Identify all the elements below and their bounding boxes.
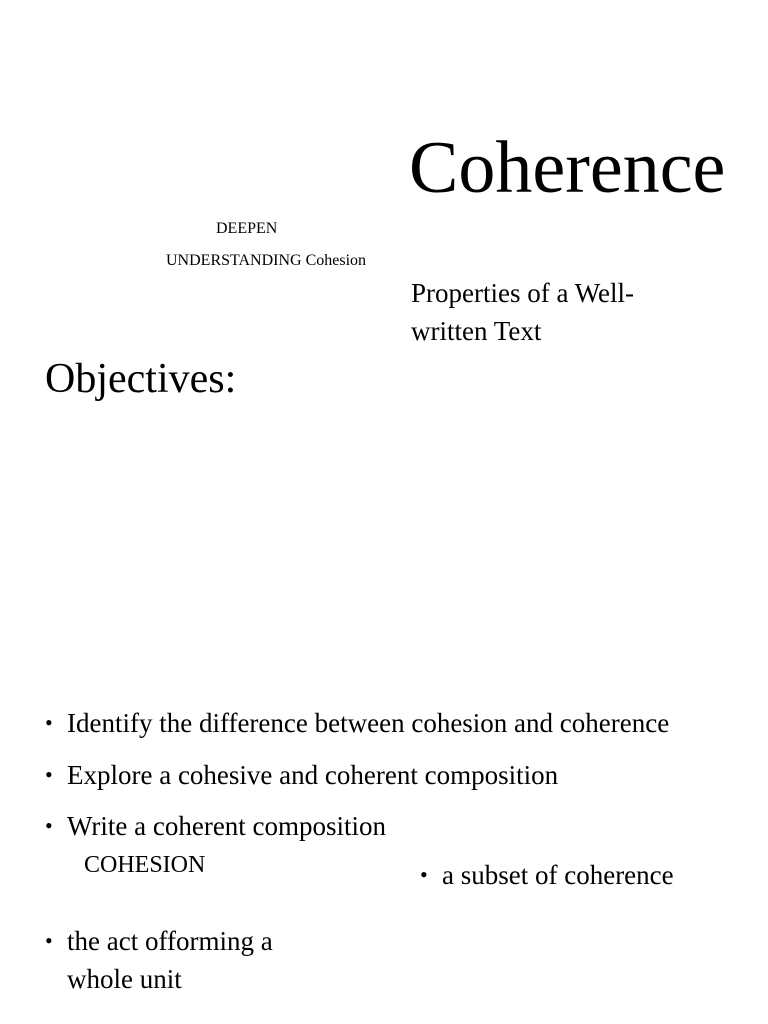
cohesion-point [420, 856, 674, 894]
bullet-icon: • [420, 862, 428, 887]
bullet-icon: • [45, 710, 53, 735]
cohesion-point-text: the act offorming a whole unit [67, 926, 273, 994]
objective-text: Write a coherent composition [67, 811, 387, 841]
objective-item [45, 756, 558, 794]
bullet-icon: • [45, 762, 53, 787]
cohesion-label: COHESION [84, 852, 206, 878]
bullet-icon: • [45, 813, 53, 838]
small-text-deepen: DEEPEN [216, 220, 278, 237]
objective-text: Explore a cohesive and coherent composition [67, 760, 559, 790]
small-text-understanding: UNDERSTANDING Cohesion [166, 252, 367, 269]
cohesion-point-text: a subset of coherence [442, 860, 674, 890]
cohesion-point [45, 922, 327, 998]
page-title: Coherence [409, 127, 726, 209]
objective-item [45, 704, 669, 742]
objectives-heading: Objectives: [45, 356, 237, 402]
subtitle: Properties of a Well-written Text [411, 278, 635, 346]
objective-item [45, 807, 386, 845]
bullet-icon: • [45, 928, 53, 953]
objective-text: Identify the difference between cohesion and coherence [67, 708, 670, 738]
